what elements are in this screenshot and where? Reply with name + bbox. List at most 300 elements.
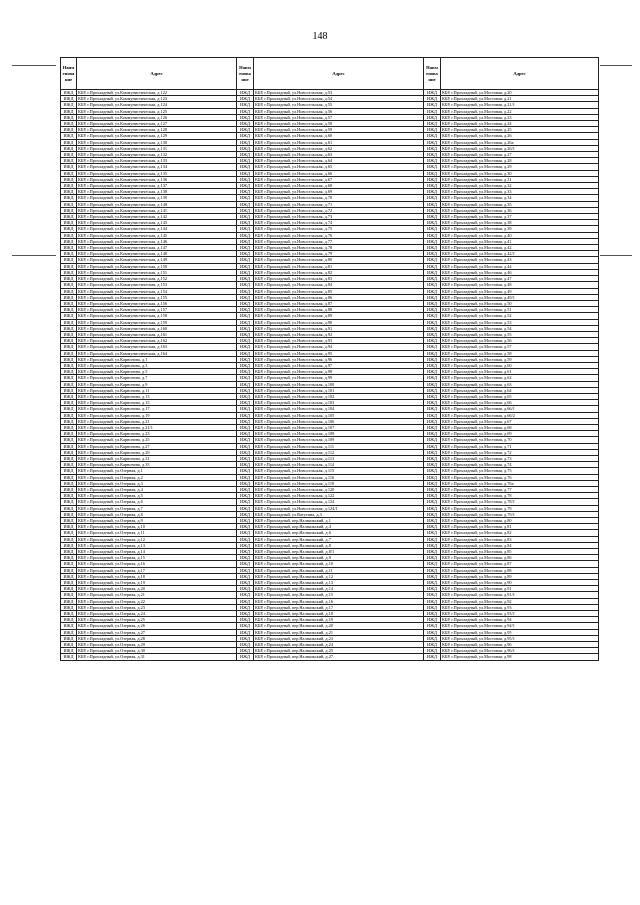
address-cell: КБР, г.Прохладный, ул.Новосельская, д.91	[254, 325, 424, 331]
type-cell: ИЖД	[237, 114, 254, 120]
address-cell: КБР, г.Прохладный, ул.Мостовая, д.90	[441, 580, 599, 586]
address-cell: КБР, г.Прохладный, ул.Озерная, д.12	[77, 536, 237, 542]
type-cell: ИЖД	[424, 201, 441, 207]
address-cell: КБР, г.Прохладный, ул.Коммунистическая, д.146	[77, 238, 237, 244]
address-cell: КБР, г.Прохладный, ул.Коммунистическая, д.139	[77, 195, 237, 201]
type-cell: ИЖД	[424, 362, 441, 368]
type-cell: ИЖД	[237, 300, 254, 306]
address-cell: КБР, г.Прохладный, ул.Мостовая, д.33	[441, 189, 599, 195]
address-cell: КБР, г.Прохладный, ул.Новосельская, д.92	[254, 331, 424, 337]
type-cell: ИЖД	[61, 362, 77, 368]
type-cell: ИЖД	[237, 437, 254, 443]
address-cell: КБР, г.Прохладный, ул.Мостовая, д.69	[441, 431, 599, 437]
address-cell: КБР, г.Прохладный, ул.Озерная, д.14	[77, 549, 237, 555]
type-cell: ИЖД	[424, 604, 441, 610]
type-cell: ИЖД	[237, 518, 254, 524]
type-cell: ИЖД	[61, 331, 77, 337]
address-cell: КБР, г.Прохладный, ул.Коммунистическая, д.126	[77, 114, 237, 120]
type-cell: ИЖД	[424, 207, 441, 213]
address-cell: КБР, г.Прохладный, ул.Новосельская, д.60	[254, 133, 424, 139]
type-cell: ИЖД	[424, 424, 441, 430]
type-cell: ИЖД	[61, 245, 77, 251]
address-cell: КБР, г.Прохладный, ул.Новосельская, д.111	[254, 443, 424, 449]
type-cell: ИЖД	[424, 133, 441, 139]
type-cell: ИЖД	[424, 598, 441, 604]
type-cell: ИЖД	[237, 418, 254, 424]
address-cell: КБР, г.Прохладный, ул.Новосельская, д.77	[254, 238, 424, 244]
type-cell: ИЖД	[237, 96, 254, 102]
type-cell: ИЖД	[237, 102, 254, 108]
address-cell: КБР, г.Прохладный, ул.Новосельская, д.118	[254, 480, 424, 486]
address-cell: КБР, г.Прохладный, ул.Озерная, д.30	[77, 648, 237, 654]
type-cell: ИЖД	[424, 561, 441, 567]
type-cell: ИЖД	[424, 462, 441, 468]
type-cell: ИЖД	[61, 282, 77, 288]
type-cell: ИЖД	[424, 623, 441, 629]
type-cell: ИЖД	[424, 176, 441, 182]
address-cell: КБР, г.Прохладный, ул.Коммунистическая, д.138	[77, 189, 237, 195]
type-cell: ИЖД	[424, 245, 441, 251]
address-cell: КБР, г.Прохладный, ул.Новосельская, д.69	[254, 189, 424, 195]
table-row	[61, 654, 599, 660]
address-cell: КБР, г.Прохладный, ул.Карнонова, д.19	[77, 412, 237, 418]
address-cell: КБР, г.Прохладный, ул.Новосельская, д.122	[254, 493, 424, 499]
address-cell: КБР, г.Прохладный, ул.Новосельская, д.124	[254, 499, 424, 505]
type-cell: ИЖД	[237, 121, 254, 127]
address-cell: КБР, г.Прохладный, ул.Мостовая, д.42/1	[441, 251, 599, 257]
address-cell: КБР, г.Прохладный, ул.Мостовая, д.79/1	[441, 511, 599, 517]
type-cell: ИЖД	[61, 338, 77, 344]
type-cell: ИЖД	[61, 468, 77, 474]
type-cell: ИЖД	[237, 586, 254, 592]
type-cell: ИЖД	[61, 251, 77, 257]
address-cell: КБР, г.Прохладный, ул.Мостовая, д.75	[441, 468, 599, 474]
address-cell: КБР, г.Прохладный, ул.Озерная, д.6	[77, 499, 237, 505]
address-cell: КБР, г.Прохладный, ул.Мостовая, д.21	[441, 96, 599, 102]
type-cell: ИЖД	[61, 424, 77, 430]
address-cell: КБР, г.Прохладный, ул.Озерная, д.2	[77, 474, 237, 480]
address-cell: КБР, г.Прохладный, ул.Озерная, д.29	[77, 642, 237, 648]
type-cell: ИЖД	[424, 158, 441, 164]
type-cell: ИЖД	[424, 300, 441, 306]
header-name-col: Наим енова ние	[424, 58, 441, 90]
address-cell: КБР, г.Прохладный, ул.Новосельская, д.93	[254, 338, 424, 344]
address-cell: КБР, г.Прохладный, ул.Озерная, д.28	[77, 635, 237, 641]
address-cell: КБР, г.Прохладный, ул.Карнонова, д.9	[77, 381, 237, 387]
type-cell: ИЖД	[61, 561, 77, 567]
type-cell: ИЖД	[424, 257, 441, 263]
type-cell: ИЖД	[237, 319, 254, 325]
type-cell: ИЖД	[237, 375, 254, 381]
type-cell: ИЖД	[61, 455, 77, 461]
address-cell: КБР, г.Прохладный, ул.Новосельская, д.90	[254, 319, 424, 325]
type-cell: ИЖД	[424, 635, 441, 641]
address-cell: КБР, г.Прохладный, пер.Нальчикский, д.11	[254, 567, 424, 573]
type-cell: ИЖД	[424, 505, 441, 511]
type-cell: ИЖД	[237, 406, 254, 412]
address-cell: КБР, г.Прохладный, ул.Озерная, д.5	[77, 493, 237, 499]
type-cell: ИЖД	[237, 108, 254, 114]
address-cell: КБР, г.Прохладный, ул.Мостовая, д.56	[441, 338, 599, 344]
address-cell: КБР, г.Прохладный, ул.Коммунистическая, д.160	[77, 325, 237, 331]
type-cell: ИЖД	[424, 356, 441, 362]
address-cell: КБР, г.Прохладный, ул.Новосельская, д.106	[254, 418, 424, 424]
type-cell: ИЖД	[61, 449, 77, 455]
address-cell: КБР, г.Прохладный, ул.Новосельская, д.101	[254, 387, 424, 393]
type-cell: ИЖД	[424, 400, 441, 406]
address-cell: КБР, г.Прохладный, ул.Новосельская, д.84	[254, 282, 424, 288]
address-cell: КБР, г.Прохладный, ул.Карнонова, д.7	[77, 375, 237, 381]
type-cell: ИЖД	[237, 580, 254, 586]
type-cell: ИЖД	[61, 257, 77, 263]
address-cell: КБР, г.Прохладный, ул.Коммунистическая, д.137	[77, 183, 237, 189]
type-cell: ИЖД	[61, 518, 77, 524]
type-cell: ИЖД	[61, 573, 77, 579]
header-name-col: Наим енова ние	[61, 58, 77, 90]
address-cell: КБР, г.Прохладный, ул.Мостовая, д.66	[441, 400, 599, 406]
type-cell: ИЖД	[61, 412, 77, 418]
type-cell: ИЖД	[61, 189, 77, 195]
address-cell: КБР, г.Прохладный, ул.Озерная, д.7	[77, 505, 237, 511]
type-cell: ИЖД	[237, 468, 254, 474]
type-cell: ИЖД	[424, 344, 441, 350]
type-cell: ИЖД	[61, 369, 77, 375]
type-cell: ИЖД	[237, 505, 254, 511]
address-cell: КБР, г.Прохладный, ул.Новосельская, д.100	[254, 381, 424, 387]
type-cell: ИЖД	[237, 555, 254, 561]
type-cell: ИЖД	[61, 300, 77, 306]
address-cell: КБР, г.Прохладный, ул.Коммунистическая, д.133	[77, 158, 237, 164]
address-cell: КБР, г.Прохладный, ул.Новосельская, д.65	[254, 164, 424, 170]
address-cell: КБР, г.Прохладный, ул.Озерная, д.4	[77, 487, 237, 493]
type-cell: ИЖД	[237, 561, 254, 567]
address-cell: КБР, г.Прохладный, ул.Коммунистическая, д.136	[77, 176, 237, 182]
address-cell: КБР, г.Прохладный, ул.Мостовая, д.91/1	[441, 592, 599, 598]
address-cell: КБР, г.Прохладный, ул.Коммунистическая, д.143	[77, 220, 237, 226]
address-cell: КБР, г.Прохладный, ул.Коммунистическая, д.154	[77, 288, 237, 294]
type-cell: ИЖД	[237, 530, 254, 536]
address-cell: КБР, г.Прохладный, ул.Коммунистическая, д.147	[77, 245, 237, 251]
type-cell: ИЖД	[424, 214, 441, 220]
address-cell: КБР, г.Прохладный, ул.Новосельская, д.82	[254, 269, 424, 275]
address-cell: КБР, г.Прохладный, ул.Новосельская, д.88	[254, 307, 424, 313]
address-cell: КБР, г.Прохладный, ул.Коммунистическая, д.140	[77, 201, 237, 207]
address-cell: КБР, г.Прохладный, ул.Новосельская, д.86	[254, 294, 424, 300]
type-cell: ИЖД	[424, 449, 441, 455]
type-cell: ИЖД	[237, 127, 254, 133]
address-cell: КБР, г.Прохладный, ул.Мостовая, д.54	[441, 325, 599, 331]
address-cell: КБР, г.Прохладный, ул.Мостовая, д.39	[441, 226, 599, 232]
type-cell: ИЖД	[424, 549, 441, 555]
type-cell: ИЖД	[237, 269, 254, 275]
type-cell: ИЖД	[237, 648, 254, 654]
address-cell: КБР, г.Прохладный, ул.Новосельская, д.116	[254, 474, 424, 480]
address-cell: КБР, г.Прохладный, ул.Новосельская, д.104	[254, 406, 424, 412]
type-cell: ИЖД	[424, 189, 441, 195]
address-cell: КБР, г.Прохладный, ул.Мостовая, д.43	[441, 257, 599, 263]
type-cell: ИЖД	[237, 487, 254, 493]
address-cell: КБР, г.Прохладный, ул.Мостовая, д.96/1	[441, 648, 599, 654]
address-cell: КБР, г.Прохладный, ул.Новосельская, д.115	[254, 468, 424, 474]
type-cell: ИЖД	[61, 549, 77, 555]
address-cell: КБР, г.Прохладный, пер.Нальчикский, д.24	[254, 642, 424, 648]
type-cell: ИЖД	[61, 431, 77, 437]
type-cell: ИЖД	[237, 598, 254, 604]
address-cell: КБР, г.Прохладный, ул.Коммунистическая, д.161	[77, 331, 237, 337]
address-cell: КБР, г.Прохладный, ул.Новосельская, д.98	[254, 369, 424, 375]
address-cell: КБР, г.Прохладный, ул.Мостовая, д.87	[441, 561, 599, 567]
type-cell: ИЖД	[237, 251, 254, 257]
type-cell: ИЖД	[424, 555, 441, 561]
type-cell: ИЖД	[424, 195, 441, 201]
address-cell: КБР, г.Прохладный, ул.Коммунистическая, д.164	[77, 350, 237, 356]
address-cell: КБР, г.Прохладный, ул.Мостовая, д.20	[441, 90, 599, 96]
type-cell: ИЖД	[237, 220, 254, 226]
type-cell: ИЖД	[237, 307, 254, 313]
type-cell: ИЖД	[61, 555, 77, 561]
address-cell: КБР, г.Прохладный, ул.Мостовая, д.89	[441, 573, 599, 579]
type-cell: ИЖД	[424, 145, 441, 151]
address-cell: КБР, г.Прохладный, ул.Озерная, д.31	[77, 654, 237, 660]
type-cell: ИЖД	[61, 642, 77, 648]
type-cell: ИЖД	[424, 573, 441, 579]
type-cell: ИЖД	[61, 201, 77, 207]
type-cell: ИЖД	[61, 598, 77, 604]
address-cell: КБР, г.Прохладный, ул.Мостовая, д.44	[441, 263, 599, 269]
address-cell: КБР, г.Прохладный, ул.Новосельская, д.74	[254, 220, 424, 226]
type-cell: ИЖД	[424, 313, 441, 319]
type-cell: ИЖД	[424, 654, 441, 660]
type-cell: ИЖД	[61, 325, 77, 331]
address-cell: КБР, г.Прохладный, ул.Ватутина, д.3	[254, 511, 424, 517]
type-cell: ИЖД	[61, 437, 77, 443]
type-cell: ИЖД	[237, 412, 254, 418]
address-cell: КБР, г.Прохладный, ул.Новосельская, д.114	[254, 462, 424, 468]
type-cell: ИЖД	[237, 449, 254, 455]
address-cell: КБР, г.Прохладный, ул.Озерная, д.23	[77, 604, 237, 610]
address-cell: КБР, г.Прохладный, ул.Новосельская, д.83	[254, 276, 424, 282]
address-cell: КБР, г.Прохладный, ул.Новосельская, д.63	[254, 152, 424, 158]
type-cell: ИЖД	[424, 276, 441, 282]
type-cell: ИЖД	[61, 629, 77, 635]
type-cell: ИЖД	[61, 176, 77, 182]
address-cell: КБР, г.Прохладный, ул.Мостовая, д.35	[441, 201, 599, 207]
scan-line-right-mid	[600, 255, 632, 256]
type-cell: ИЖД	[61, 276, 77, 282]
address-cell: КБР, г.Прохладный, ул.Коммунистическая, д.149	[77, 257, 237, 263]
type-cell: ИЖД	[237, 623, 254, 629]
type-cell: ИЖД	[61, 170, 77, 176]
type-cell: ИЖД	[61, 232, 77, 238]
type-cell: ИЖД	[61, 114, 77, 120]
type-cell: ИЖД	[424, 127, 441, 133]
type-cell: ИЖД	[237, 493, 254, 499]
type-cell: ИЖД	[424, 350, 441, 356]
type-cell: ИЖД	[424, 493, 441, 499]
type-cell: ИЖД	[61, 623, 77, 629]
type-cell: ИЖД	[61, 90, 77, 96]
address-cell: КБР, г.Прохладный, ул.Мостовая, д.76а	[441, 480, 599, 486]
address-cell: КБР, г.Прохладный, ул.Карнонова, д.11	[77, 387, 237, 393]
address-cell: КБР, г.Прохладный, ул.Коммунистическая, д.124	[77, 102, 237, 108]
type-cell: ИЖД	[424, 592, 441, 598]
address-cell: КБР, г.Прохладный, ул.Мостовая, д.62	[441, 375, 599, 381]
address-cell: КБР, г.Прохладный, ул.Мостовая, д.95/1	[441, 635, 599, 641]
address-cell: КБР, г.Прохладный, ул.Карнонова, д.5	[77, 369, 237, 375]
type-cell: ИЖД	[237, 474, 254, 480]
type-cell: ИЖД	[61, 96, 77, 102]
type-cell: ИЖД	[61, 586, 77, 592]
type-cell: ИЖД	[237, 549, 254, 555]
type-cell: ИЖД	[424, 183, 441, 189]
address-cell: КБР, г.Прохладный, пер.Нальчикский, д.23	[254, 635, 424, 641]
type-cell: ИЖД	[424, 642, 441, 648]
address-cell: КБР, г.Прохладный, ул.Мостовая, д.83	[441, 536, 599, 542]
type-cell: ИЖД	[61, 580, 77, 586]
address-cell: КБР, г.Прохладный, ул.Мостовая, д.30	[441, 170, 599, 176]
address-cell: КБР, г.Прохладный, пер.Нальчикский, д.12	[254, 573, 424, 579]
type-cell: ИЖД	[61, 238, 77, 244]
type-cell: ИЖД	[61, 524, 77, 530]
address-cell: КБР, г.Прохладный, ул.Мостовая, д.55	[441, 331, 599, 337]
address-cell: КБР, г.Прохладный, ул.Карнонова, д.27	[77, 443, 237, 449]
type-cell: ИЖД	[237, 480, 254, 486]
type-cell: ИЖД	[237, 536, 254, 542]
address-cell: КБР, г.Прохладный, ул.Новосельская, д.80	[254, 257, 424, 263]
type-cell: ИЖД	[237, 344, 254, 350]
address-cell: КБР, г.Прохладный, ул.Коммунистическая, д.158	[77, 313, 237, 319]
type-cell: ИЖД	[237, 170, 254, 176]
address-cell: КБР, г.Прохладный, пер.Нальчикский, д.14	[254, 586, 424, 592]
address-cell: КБР, г.Прохладный, ул.Мостовая, д.50	[441, 300, 599, 306]
address-cell: КБР, г.Прохладный, ул.Новосельская, д.62	[254, 145, 424, 151]
type-cell: ИЖД	[61, 635, 77, 641]
address-cell: КБР, г.Прохладный, ул.Новосельская, д.87	[254, 300, 424, 306]
address-cell: КБР, г.Прохладный, ул.Мостовая, д.21/1	[441, 102, 599, 108]
type-cell: ИЖД	[237, 201, 254, 207]
type-cell: ИЖД	[237, 635, 254, 641]
address-cell: КБР, г.Прохладный, ул.Мостовая, д.95	[441, 629, 599, 635]
type-cell: ИЖД	[61, 139, 77, 145]
type-cell: ИЖД	[237, 654, 254, 660]
type-cell: ИЖД	[61, 567, 77, 573]
address-cell: КБР, г.Прохладный, ул.Мостовая, д.53	[441, 319, 599, 325]
type-cell: ИЖД	[424, 530, 441, 536]
address-cell: КБР, г.Прохладный, ул.Мостовая, д.68	[441, 424, 599, 430]
address-cell: КБР, г.Прохладный, ул.Мостовая, д.61	[441, 369, 599, 375]
type-cell: ИЖД	[237, 542, 254, 548]
address-cell: КБР, г.Прохладный, ул.Новосельская, д.67	[254, 176, 424, 182]
type-cell: ИЖД	[237, 462, 254, 468]
type-cell: ИЖД	[237, 139, 254, 145]
address-cell: КБР, г.Прохладный, ул.Мостовая, д.49	[441, 288, 599, 294]
address-cell: КБР, г.Прохладный, ул.Мостовая, д.38	[441, 220, 599, 226]
type-cell: ИЖД	[424, 480, 441, 486]
address-cell: КБР, г.Прохладный, ул.Новосельская, д.54	[254, 96, 424, 102]
address-cell: КБР, г.Прохладный, ул.Карнонова, д.33	[77, 462, 237, 468]
type-cell: ИЖД	[61, 226, 77, 232]
address-cell: КБР, г.Прохладный, ул.Мостовая, д.34	[441, 195, 599, 201]
address-cell: КБР, г.Прохладный, ул.Мостовая, д.47	[441, 276, 599, 282]
type-cell: ИЖД	[61, 393, 77, 399]
address-cell: КБР, г.Прохладный, ул.Мостовая, д.36	[441, 207, 599, 213]
address-cell: КБР, г.Прохладный, ул.Коммунистическая, д.123	[77, 96, 237, 102]
type-cell: ИЖД	[424, 437, 441, 443]
address-cell: КБР, г.Прохладный, ул.Новосельская, д.112	[254, 449, 424, 455]
address-cell: КБР, г.Прохладный, ул.Мостовая, д.73	[441, 455, 599, 461]
address-cell: КБР, г.Прохладный, ул.Мостовая, д.91	[441, 586, 599, 592]
type-cell: ИЖД	[424, 611, 441, 617]
address-cell: КБР, г.Прохладный, ул.Коммунистическая, д.145	[77, 232, 237, 238]
address-cell: КБР, г.Прохладный, ул.Мостовая, д.77	[441, 487, 599, 493]
type-cell: ИЖД	[237, 276, 254, 282]
type-cell: ИЖД	[424, 542, 441, 548]
address-cell: КБР, г.Прохладный, пер.Нальчикский, д.9	[254, 555, 424, 561]
address-cell: КБР, г.Прохладный, ул.Мостовая, д.26а	[441, 139, 599, 145]
type-cell: ИЖД	[237, 629, 254, 635]
address-cell: КБР, г.Прохладный, ул.Мостовая, д.64	[441, 387, 599, 393]
address-cell: КБР, г.Прохладный, ул.Мостовая, д.59	[441, 356, 599, 362]
type-cell: ИЖД	[424, 338, 441, 344]
type-cell: ИЖД	[424, 586, 441, 592]
address-cell: КБР, г.Прохладный, ул.Мостовая, д.25	[441, 127, 599, 133]
address-cell: КБР, г.Прохладный, ул.Мостовая, д.78/1	[441, 499, 599, 505]
address-cell: КБР, г.Прохладный, пер.Нальчикский, д.19	[254, 617, 424, 623]
address-cell: КБР, г.Прохладный, ул.Мостовая, д.49/1	[441, 294, 599, 300]
type-cell: ИЖД	[61, 214, 77, 220]
type-cell: ИЖД	[424, 518, 441, 524]
address-cell: КБР, г.Прохладный, пер.Нальчикский, д.27	[254, 654, 424, 660]
type-cell: ИЖД	[424, 152, 441, 158]
type-cell: ИЖД	[424, 536, 441, 542]
address-cell: КБР, г.Прохладный, ул.Мостовая, д.80	[441, 518, 599, 524]
type-cell: ИЖД	[424, 412, 441, 418]
address-cell: КБР, г.Прохладный, ул.Новосельская, д.66	[254, 170, 424, 176]
address-cell: КБР, г.Прохладный, пер.Нальчикский, д.13	[254, 580, 424, 586]
type-cell: ИЖД	[237, 133, 254, 139]
type-cell: ИЖД	[237, 232, 254, 238]
address-cell: КБР, г.Прохладный, ул.Мостовая, д.63	[441, 381, 599, 387]
address-cell: КБР, г.Прохладный, ул.Новосельская, д.72	[254, 207, 424, 213]
header-address-col: Адрес	[77, 58, 237, 90]
type-cell: ИЖД	[424, 325, 441, 331]
address-cell: КБР, г.Прохладный, ул.Карнонова, д.15	[77, 400, 237, 406]
type-cell: ИЖД	[61, 127, 77, 133]
address-cell: КБР, г.Прохладный, ул.Коммунистическая, д.132	[77, 152, 237, 158]
address-cell: КБР, г.Прохладный, ул.Мостовая, д.65	[441, 393, 599, 399]
address-cell: КБР, г.Прохладный, ул.Мостовая, д.79	[441, 505, 599, 511]
type-cell: ИЖД	[424, 96, 441, 102]
address-cell: КБР, г.Прохладный, ул.Новосельская, д.76	[254, 232, 424, 238]
type-cell: ИЖД	[424, 226, 441, 232]
type-cell: ИЖД	[424, 524, 441, 530]
address-cell: КБР, г.Прохладный, ул.Новосельская, д.55	[254, 102, 424, 108]
address-cell: КБР, г.Прохладный, ул.Коммунистическая, д.127	[77, 121, 237, 127]
address-cell: КБР, г.Прохладный, ул.Мостовая, д.52	[441, 313, 599, 319]
address-cell: КБР, г.Прохладный, ул.Новосельская, д.81	[254, 263, 424, 269]
address-cell: КБР, г.Прохладный, ул.Новосельская, д.70	[254, 195, 424, 201]
type-cell: ИЖД	[424, 114, 441, 120]
address-cell: КБР, г.Прохладный, ул.Коммунистическая, д.128	[77, 127, 237, 133]
address-cell: КБР, г.Прохладный, ул.Новосельская, д.78	[254, 245, 424, 251]
address-cell: КБР, г.Прохладный, ул.Новосельская, д.61	[254, 139, 424, 145]
address-cell: КБР, г.Прохладный, ул.Мостовая, д.98	[441, 654, 599, 660]
address-cell: КБР, г.Прохладный, ул.Карнонова, д.21/1	[77, 424, 237, 430]
type-cell: ИЖД	[237, 381, 254, 387]
address-cell: КБР, г.Прохладный, ул.Коммунистическая, д.151	[77, 269, 237, 275]
address-cell: КБР, г.Прохладный, ул.Новосельская, д.97	[254, 362, 424, 368]
address-cell: КБР, г.Прохладный, ул.Мостовая, д.96	[441, 642, 599, 648]
